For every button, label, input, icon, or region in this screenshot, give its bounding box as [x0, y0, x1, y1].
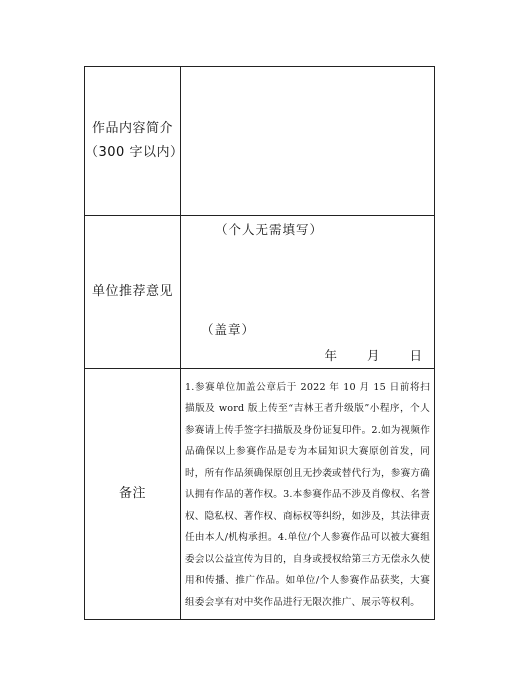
remarks-text: 1.参赛单位加盖公章后于 2022 年 10 月 15 日前将扫描版及 word 版上传至“吉林王者升级版”小程序，个人参赛请上传手签字扫描版及身份证复印件。2.如为视频作品确保以上参赛作品是专为本届知识大赛原创首发，同时，所有作品须确保原创且无抄袭或替代行为，参赛方确认拥有作品的著作权。3.本参赛作品不涉及肖像权、名誉权、隐私权、著作权、商标权等纠纷，如涉及，其法律责任由本人/机构承担。4.单位/个人参赛作品可以被大赛组委会以公益宣传为目的，自身或授权给第三方无偿永久使用和传播、推广作品。如单位/个人参赛作品获奖，大赛组委会享有对中奖作品进行无限次推广、展示等权利。 — [185, 381, 430, 608]
intro-word-limit: （300 字以内） — [85, 145, 184, 160]
entry-form-table — [84, 66, 435, 620]
date-month-label: 月 — [366, 348, 380, 363]
date-year-label: 年 — [324, 348, 337, 363]
recommendation-label-cell — [85, 216, 181, 369]
remarks-row — [85, 369, 435, 620]
remarks-label-cell — [85, 369, 181, 620]
date-day-label: 日 — [409, 348, 422, 363]
recommendation-note: （个人无需填写） — [215, 222, 324, 237]
intro-row — [85, 67, 435, 216]
seal-label: （盖章） — [201, 322, 256, 337]
intro-label-cell — [85, 67, 184, 216]
remarks-content-cell — [181, 369, 435, 620]
intro-content-field[interactable] — [181, 67, 435, 216]
remarks-label: 备注 — [118, 486, 146, 501]
intro-label: 作品内容简介 — [91, 121, 173, 136]
date-line — [324, 346, 422, 364]
recommendation-content-field[interactable] — [181, 216, 435, 369]
recommendation-row — [85, 216, 435, 369]
recommendation-label: 单位推荐意见 — [91, 284, 173, 299]
